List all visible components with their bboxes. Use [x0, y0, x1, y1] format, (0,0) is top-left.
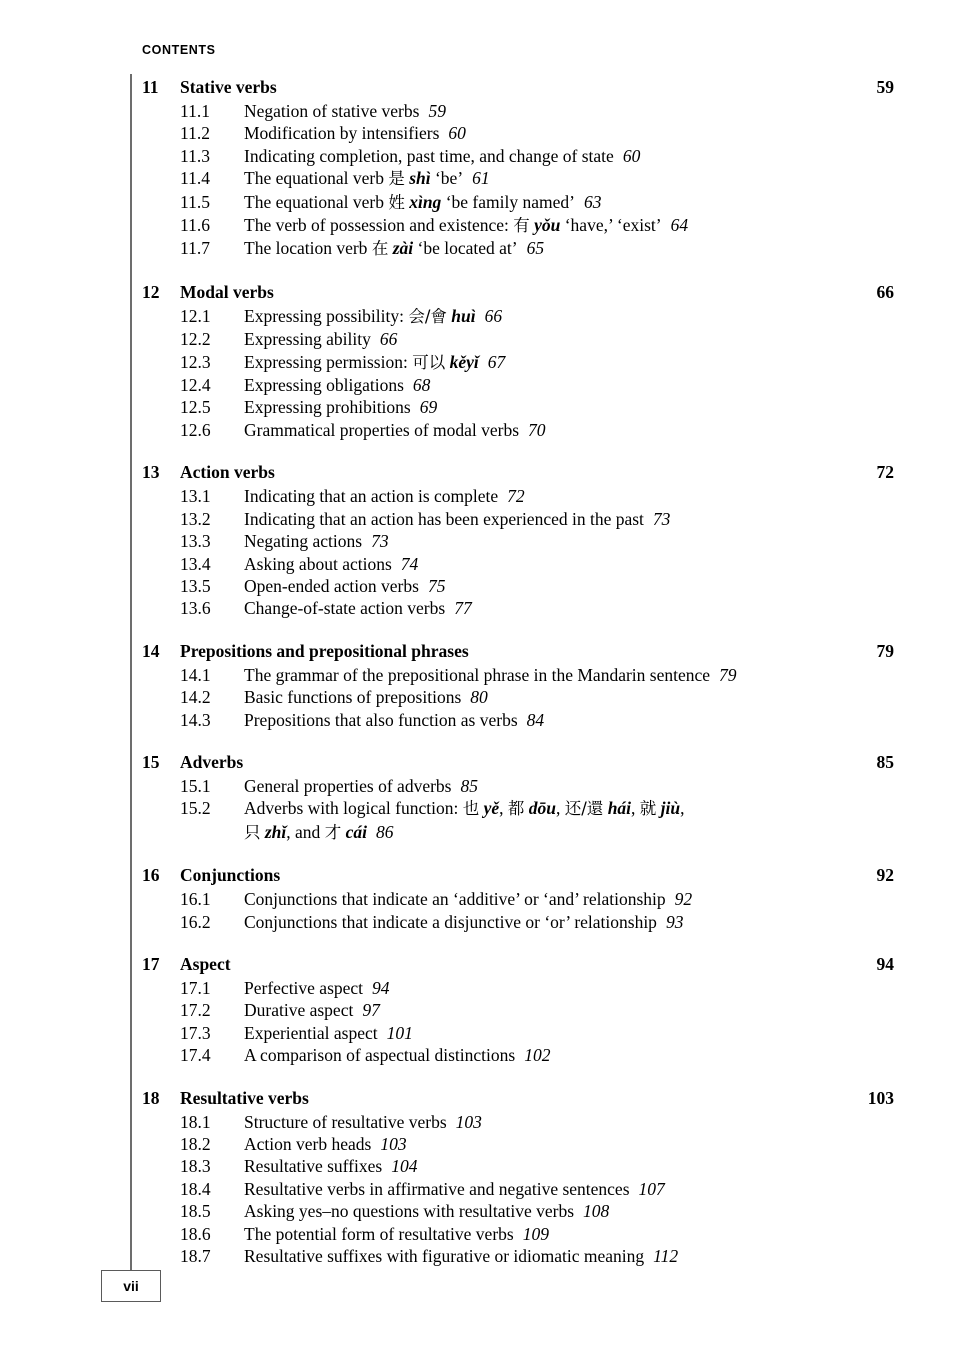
toc-section[interactable]	[0, 122, 960, 144]
toc-section-number: 11.2	[180, 123, 210, 144]
toc-section-number: 17.2	[180, 1000, 211, 1021]
toc-section-page-number: 85	[460, 775, 478, 796]
toc-chapter-page-number: 66	[876, 281, 894, 302]
toc-chapter-title: Stative verbs	[180, 77, 277, 97]
toc-section-title: Expressing obligations	[244, 375, 404, 396]
toc-section-number: 12.5	[180, 397, 211, 418]
toc-section-page-number: 107	[638, 1178, 665, 1199]
toc-section-title: The verb of possession and existence: 有 yǒu ‘have,’ ‘exist’	[244, 215, 662, 236]
toc-section-title: Experiential aspect	[244, 1022, 378, 1043]
toc-section[interactable]	[0, 664, 960, 686]
toc-section-title: Negating actions	[244, 531, 363, 552]
toc-chapter-number: 12	[142, 281, 160, 302]
toc-section-page-number: 66	[484, 305, 503, 326]
toc-section-title: General properties of adverbs	[244, 775, 452, 796]
toc-chapter	[0, 862, 960, 933]
toc-section-number: 12.3	[180, 351, 211, 372]
toc-section-number: 12.2	[180, 329, 211, 350]
toc-section-number: 16.1	[180, 889, 211, 910]
toc-section-title: Durative aspect	[244, 1000, 354, 1021]
toc-section-title: Asking about actions	[244, 553, 392, 574]
toc-section-page-number: 103	[455, 1111, 482, 1132]
toc-section-page-number: 74	[400, 553, 419, 574]
toc-chapter-title: Prepositions and prepositional phrases	[180, 640, 469, 661]
toc-section-title: Resultative suffixes	[244, 1156, 383, 1177]
toc-chapter-title: Action verbs	[180, 462, 275, 483]
table-of-contents	[0, 74, 960, 1285]
toc-section-number: 15.2	[180, 798, 211, 819]
toc-section-title: Perfective aspect	[244, 977, 364, 998]
toc-section[interactable]	[0, 597, 960, 619]
toc-section[interactable]	[0, 1155, 960, 1177]
toc-section[interactable]	[0, 686, 960, 708]
toc-section-title: Resultative verbs in affirmative and negative sentences	[244, 1178, 630, 1199]
toc-section-number: 17.3	[180, 1022, 211, 1043]
toc-section-number: 16.2	[180, 911, 211, 932]
toc-section[interactable]	[0, 1245, 960, 1267]
toc-section-title: The equational verb 是 shì ‘be’	[244, 168, 464, 189]
toc-chapter-heading[interactable]	[0, 1085, 960, 1111]
toc-section-title: Resultative suffixes with figurative or idiomatic meaning	[244, 1246, 645, 1267]
toc-section[interactable]	[0, 508, 960, 530]
toc-chapter	[0, 951, 960, 1067]
toc-section[interactable]	[0, 888, 960, 910]
toc-section-title: Expressing prohibitions	[244, 397, 411, 418]
toc-section-title: Structure of resultative verbs	[244, 1111, 447, 1132]
toc-section-title: Basic functions of prepositions	[244, 687, 462, 708]
toc-section-title: A comparison of aspectual distinctions	[244, 1045, 516, 1066]
toc-section-number: 11.3	[180, 145, 210, 166]
toc-chapter-number: 16	[142, 865, 160, 886]
toc-section-page-number: 93	[665, 911, 684, 932]
toc-section-number: 13.2	[180, 508, 211, 529]
toc-section[interactable]	[0, 797, 960, 844]
toc-section-title: Modification by intensifiers	[244, 123, 440, 144]
toc-section-number: 13.4	[180, 553, 211, 574]
toc-chapter-title: Aspect	[180, 953, 231, 974]
toc-section-page-number: 112	[653, 1246, 679, 1267]
toc-section[interactable]	[0, 419, 960, 441]
toc-section-number: 17.4	[180, 1045, 211, 1066]
toc-section[interactable]	[0, 977, 960, 999]
toc-chapter	[0, 1085, 960, 1268]
toc-section[interactable]	[0, 1111, 960, 1133]
toc-section-page-number: 101	[386, 1022, 413, 1043]
toc-section-page-number: 67	[487, 351, 506, 372]
toc-section-page-number: 59	[428, 101, 446, 121]
toc-section-number: 13.1	[180, 486, 211, 507]
toc-section-number: 15.1	[180, 775, 211, 796]
toc-section-title: Open-ended action verbs	[244, 575, 419, 596]
toc-section-title: Negation of stative verbs	[244, 101, 420, 121]
toc-section[interactable]	[0, 1200, 960, 1222]
toc-section[interactable]	[0, 237, 960, 260]
toc-section[interactable]	[0, 191, 960, 214]
toc-chapter-page-number: 59	[876, 77, 894, 97]
toc-section-title: Conjunctions that indicate an ‘additive’ or ‘and’ relationship	[244, 889, 666, 910]
toc-section-title: Grammatical properties of modal verbs	[244, 419, 520, 440]
toc-chapter-heading[interactable]	[0, 638, 960, 664]
toc-section-number: 18.4	[180, 1178, 211, 1199]
toc-section-number: 11.5	[180, 191, 210, 212]
toc-section-number: 13.6	[180, 598, 211, 619]
toc-section-page-number: 70	[528, 419, 546, 440]
toc-section-page-number: 84	[526, 709, 545, 730]
toc-section-page-number: 92	[674, 889, 693, 910]
toc-section-page-number: 61	[472, 168, 490, 189]
toc-section[interactable]	[0, 485, 960, 507]
toc-section[interactable]	[0, 145, 960, 167]
toc-section[interactable]	[0, 328, 960, 350]
toc-section-page-number: 60	[622, 145, 641, 166]
toc-section-number: 12.6	[180, 419, 211, 440]
toc-chapter-heading[interactable]	[0, 459, 960, 485]
toc-section-page-number: 103	[380, 1134, 407, 1154]
toc-chapter	[0, 638, 960, 731]
toc-section-title: Indicating that an action is complete	[244, 486, 499, 507]
toc-section-number: 11.6	[180, 215, 210, 236]
toc-section-title: Prepositions that also function as verbs	[244, 709, 518, 730]
toc-section-title: Adverbs with logical function: 也 yě, 都 dōu, 还/還 hái, 就 jiù, 只 zhǐ, and 才 cái	[244, 798, 685, 842]
toc-chapter	[0, 459, 960, 619]
toc-section-page-number: 97	[362, 1000, 380, 1021]
toc-section-page-number: 73	[371, 531, 389, 552]
toc-section-number: 18.5	[180, 1201, 211, 1222]
running-header: CONTENTS	[142, 43, 216, 57]
toc-section-number: 13.3	[180, 531, 211, 552]
toc-section[interactable]	[0, 167, 960, 190]
toc-chapter-number: 18	[142, 1087, 160, 1108]
toc-section[interactable]	[0, 1044, 960, 1066]
toc-section-page-number: 94	[372, 977, 390, 998]
toc-section[interactable]	[0, 775, 960, 797]
toc-section-number: 18.6	[180, 1223, 211, 1244]
toc-section[interactable]	[0, 575, 960, 597]
toc-chapter-page-number: 79	[876, 640, 894, 661]
toc-section-number: 12.1	[180, 305, 211, 326]
toc-section[interactable]	[0, 305, 960, 328]
toc-section-page-number: 65	[526, 238, 545, 259]
toc-section-page-number: 68	[412, 375, 431, 396]
toc-chapter-title: Modal verbs	[180, 281, 274, 302]
toc-section[interactable]	[0, 374, 960, 396]
toc-section-title: Expressing permission: 可以 kěyǐ	[244, 351, 479, 372]
toc-section-title: The grammar of the prepositional phrase in the Mandarin sentence	[244, 664, 711, 685]
toc-section[interactable]	[0, 709, 960, 731]
toc-chapter-heading[interactable]	[0, 749, 960, 775]
toc-section[interactable]	[0, 1133, 960, 1155]
toc-chapter-page-number: 103	[867, 1087, 894, 1108]
toc-section-number: 11.4	[180, 168, 210, 189]
toc-section-page-number: 64	[670, 215, 689, 236]
toc-chapter-number: 14	[142, 640, 160, 661]
toc-section-number: 11.7	[180, 238, 210, 259]
toc-section-title: Conjunctions that indicate a disjunctive or ‘or’ relationship	[244, 911, 657, 932]
toc-section-page-number: 77	[454, 598, 472, 619]
toc-section[interactable]	[0, 999, 960, 1021]
toc-section-number: 14.1	[180, 664, 211, 685]
toc-section[interactable]	[0, 530, 960, 552]
toc-section-page-number: 63	[583, 191, 602, 212]
toc-section-number: 13.5	[180, 575, 211, 596]
toc-section-title: Change-of-state action verbs	[244, 598, 446, 619]
toc-chapter-heading[interactable]	[0, 951, 960, 977]
toc-section[interactable]	[0, 1022, 960, 1044]
toc-section-number: 12.4	[180, 375, 211, 396]
toc-section-page-number: 108	[583, 1201, 610, 1222]
toc-section-page-number: 69	[419, 397, 438, 418]
toc-chapter-number: 17	[142, 953, 160, 974]
folio-page-number: vii	[101, 1270, 161, 1302]
toc-section[interactable]	[0, 396, 960, 418]
toc-section-number: 14.2	[180, 687, 211, 708]
toc-section[interactable]	[0, 553, 960, 575]
toc-chapter	[0, 279, 960, 441]
toc-chapter-title: Conjunctions	[180, 865, 281, 886]
toc-section-title: Indicating that an action has been experienced in the past	[244, 508, 644, 529]
toc-chapter	[0, 74, 960, 261]
toc-chapter	[0, 749, 960, 844]
toc-section[interactable]	[0, 100, 960, 122]
toc-section-number: 14.3	[180, 709, 211, 730]
toc-chapter-page-number: 72	[876, 462, 894, 483]
toc-section-title: Action verb heads	[244, 1134, 372, 1154]
toc-section-title: The equational verb 姓 xìng ‘be family named’	[244, 191, 575, 212]
toc-section[interactable]	[0, 351, 960, 374]
toc-section-number: 18.3	[180, 1156, 211, 1177]
toc-section-title: The location verb 在 zài ‘be located at’	[244, 238, 518, 259]
toc-section[interactable]	[0, 1223, 960, 1245]
toc-section-page-number: 60	[448, 123, 466, 144]
toc-chapter-heading[interactable]	[0, 279, 960, 305]
toc-section-page-number: 86	[375, 821, 394, 842]
toc-chapter-number: 15	[142, 751, 160, 772]
toc-chapter-heading[interactable]	[0, 74, 960, 100]
toc-section-page-number: 73	[652, 508, 671, 529]
toc-section[interactable]	[0, 911, 960, 933]
toc-section-page-number: 80	[470, 687, 488, 708]
toc-section[interactable]	[0, 1178, 960, 1200]
toc-section-title: Indicating completion, past time, and change of state	[244, 145, 614, 166]
toc-chapter-page-number: 94	[876, 953, 894, 974]
toc-section-page-number: 104	[391, 1156, 418, 1177]
toc-chapter-title: Adverbs	[180, 751, 244, 772]
toc-chapter-page-number: 92	[876, 865, 894, 886]
toc-section-title: Asking yes–no questions with resultative verbs	[244, 1201, 575, 1222]
toc-section-number: 17.1	[180, 977, 211, 998]
toc-section-page-number: 102	[524, 1045, 551, 1066]
toc-section-title: Expressing ability	[244, 329, 371, 350]
toc-chapter-page-number: 85	[876, 751, 894, 772]
toc-chapter-heading[interactable]	[0, 862, 960, 888]
toc-section-number: 18.2	[180, 1134, 211, 1154]
toc-section-page-number: 72	[507, 486, 525, 507]
toc-section-number: 11.1	[180, 101, 210, 121]
toc-section-title: Expressing possibility: 会/會 huì	[244, 305, 476, 326]
toc-chapter-title: Resultative verbs	[180, 1087, 309, 1108]
toc-section[interactable]	[0, 214, 960, 237]
toc-section-number: 18.1	[180, 1111, 211, 1132]
toc-section-number: 18.7	[180, 1246, 211, 1267]
toc-chapter-number: 11	[142, 77, 159, 97]
toc-chapter-number: 13	[142, 462, 160, 483]
toc-section-title: The potential form of resultative verbs	[244, 1223, 514, 1244]
toc-section-page-number: 75	[427, 575, 446, 596]
toc-section-page-number: 66	[379, 329, 398, 350]
toc-section-page-number: 109	[522, 1223, 549, 1244]
toc-section-page-number: 79	[719, 664, 737, 685]
